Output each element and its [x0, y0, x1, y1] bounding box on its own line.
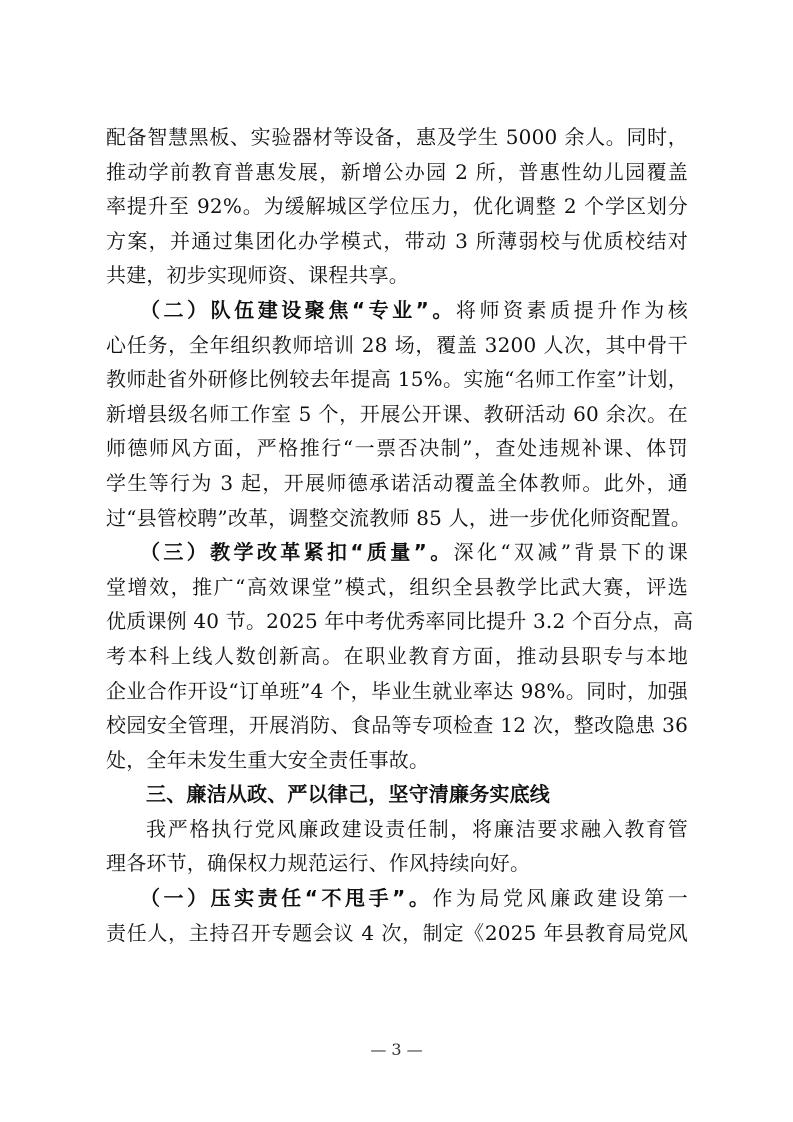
subsection-line [106, 293, 688, 328]
subsection-heading: （一）压实责任“不甩手”。 [140, 886, 433, 911]
text-line: 率提升至 92%。为缓解城区学位压力，优化调整 2 个学区划分 [106, 194, 688, 219]
subsection-line [106, 535, 688, 570]
text-line: 学生等行为 3 起，开展师德承诺活动覆盖全体教师。此外，通 [106, 470, 688, 495]
text-line: 过“县管校聘”改革，调整交流教师 85 人，进一步优化师资配置。 [106, 505, 692, 530]
body-text [106, 120, 694, 950]
text-line: 配备智慧黑板、实验器材等设备，惠及学生 5000 余人。同时， [106, 125, 688, 149]
text-line: 教师赴省外研修比例较去年提高 15%。实施“名师工作室”计划， [106, 367, 688, 392]
subsection-line [106, 881, 688, 916]
section-heading: 三、廉洁从政、严以律己，坚守清廉务实底线 [146, 782, 550, 807]
text-line: 处，全年未发生重大安全责任事故。 [106, 747, 430, 772]
text-line: 责任人，主持召开专题会议 4 次，制定《2025 年县教育局党风 [106, 920, 688, 945]
text-line: 推动学前教育普惠发展，新增公办园 2 所，普惠性幼儿园覆盖 [106, 159, 688, 184]
text-line: 新增县级名师工作室 5 个，开展公开课、教研活动 60 余次。在 [106, 401, 688, 426]
text-run: 深化“双减”背景下的课 [453, 540, 688, 565]
text-line: 心任务，全年组织教师培训 28 场，覆盖 3200 人次，其中骨干 [106, 332, 688, 357]
text-line: 企业合作开设“订单班”4 个，毕业生就业率达 98%。同时，加强 [106, 678, 688, 703]
text-run: 将师资素质提升作为核 [455, 297, 688, 322]
text-line: 理各环节，确保权力规范运行、作风持续向好。 [106, 851, 531, 876]
text-line: 考本科上线人数创新高。在职业教育方面，推动县职专与本地 [106, 643, 688, 668]
text-line: 共建，初步实现师资、课程共享。 [106, 263, 409, 288]
text-line: 堂增效，推广“高效课堂”模式，组织全县教学比武大赛，评选 [106, 574, 688, 599]
text-line: 我严格执行党风廉政建设责任制，将廉洁要求融入教育管 [146, 816, 688, 841]
text-run: 作为局党风廉政建设第一 [432, 886, 688, 911]
text-line: 优质课例 40 节。2025 年中考优秀率同比提升 3.2 个百分点，高 [106, 609, 694, 634]
subsection-heading: （三）教学改革紧扣“质量”。 [140, 540, 454, 565]
subsection-heading: （二）队伍建设聚焦“专业”。 [140, 297, 456, 322]
page-number: — 3 — [370, 1040, 423, 1059]
text-line: 方案，并通过集团化办学模式，带动 3 所薄弱校与优质校结对 [106, 228, 688, 253]
text-line: 师德师风方面，严格推行“一票否决制”，查处违规补课、体罚 [106, 436, 688, 461]
text-line: 校园安全管理，开展消防、食品等专项检查 12 次，整改隐患 36 [106, 713, 688, 738]
